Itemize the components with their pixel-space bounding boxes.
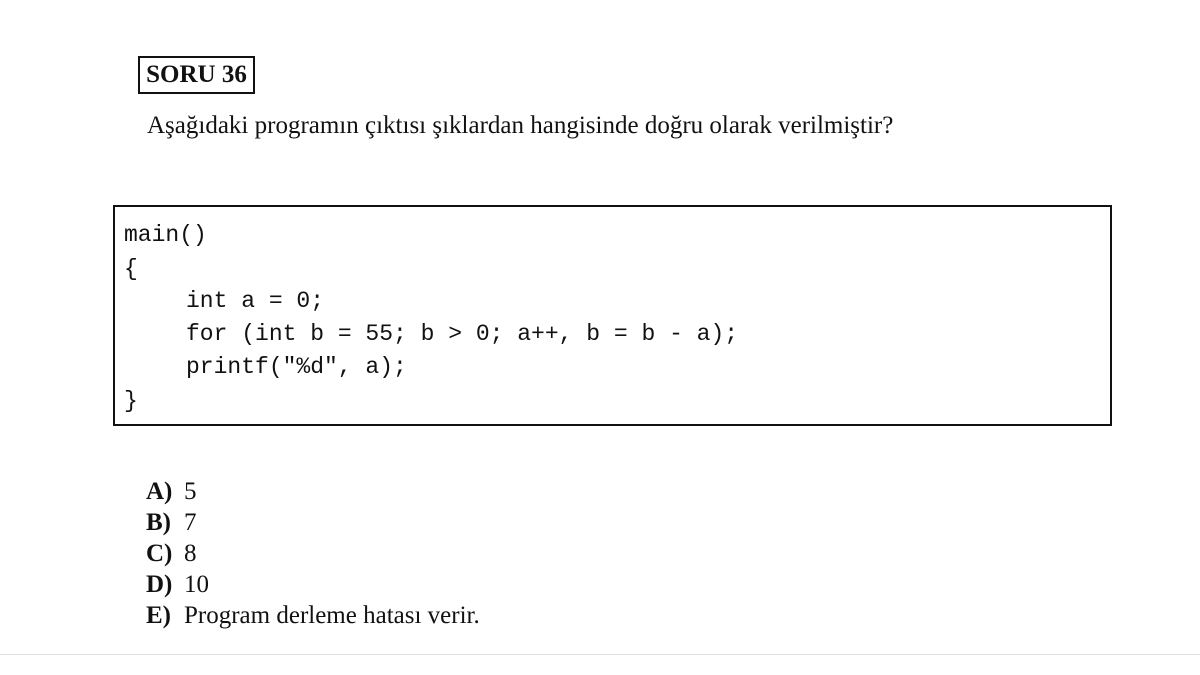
option-text: 8 — [184, 540, 197, 567]
option-text: 7 — [184, 509, 197, 536]
option-letter: A) — [146, 478, 173, 505]
code-line: int a = 0; — [186, 288, 325, 314]
option-letter: C) — [146, 540, 173, 567]
code-block — [113, 205, 1112, 426]
code-line: printf("%d", a); — [186, 354, 407, 380]
code-line: { — [124, 256, 138, 282]
page-divider — [0, 654, 1200, 655]
option-letter: E) — [146, 602, 171, 629]
question-number-box — [138, 56, 255, 94]
option-letter: B) — [146, 509, 171, 536]
option-letter: D) — [146, 571, 173, 598]
code-line: for (int b = 55; b > 0; a++, b = b - a); — [186, 321, 739, 347]
question-number: SORU 36 — [146, 61, 247, 88]
option-text: 10 — [184, 571, 209, 598]
code-line: main() — [124, 222, 207, 248]
code-line: } — [124, 388, 138, 414]
option-text: Program derleme hatası verir. — [184, 602, 480, 629]
question-prompt: Aşağıdaki programın çıktısı şıklardan hangisinde doğru olarak verilmiştir? — [147, 112, 894, 139]
option-text: 5 — [184, 478, 197, 505]
